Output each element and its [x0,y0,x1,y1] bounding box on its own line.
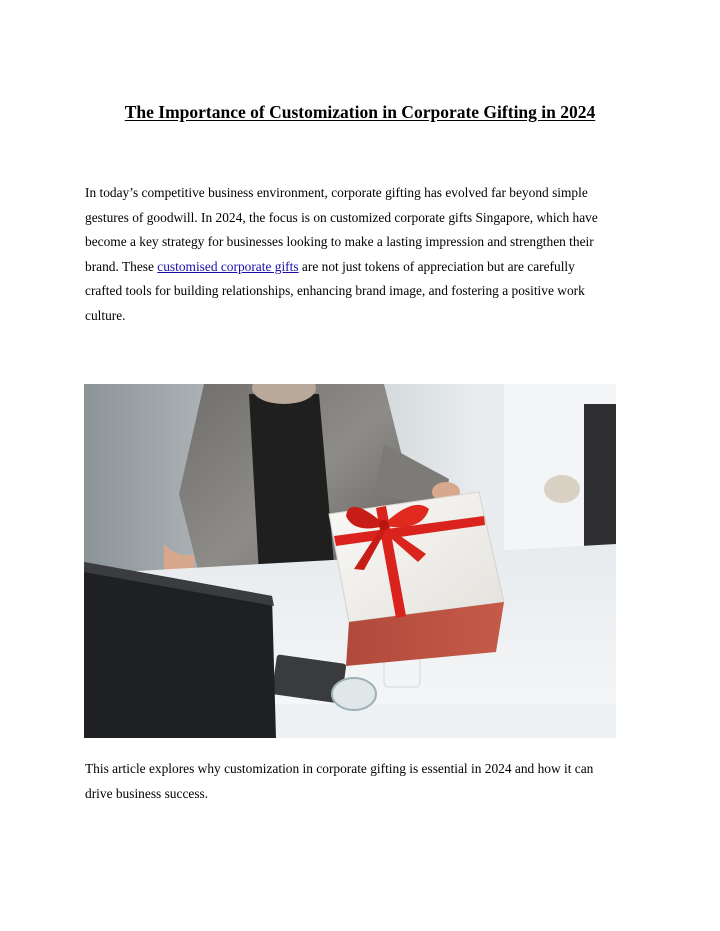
chair-back [584,404,616,554]
outro-line-1: This article explores why customization in corporate gifting is essential in 2024 and how it can [85,761,594,776]
page-title: The Importance of Customization in Corporate Gifting in 2024 [124,102,596,122]
intro-paragraph [85,181,645,328]
intro-line-4-end: are not just tokens of appreciation but are carefully [298,258,575,274]
intro-line-3: become a key strategy for businesses looking to make a lasting impression and strengthen their [85,234,594,249]
wall-plant [544,475,580,503]
intro-line-5: crafted tools for building relationships, enhancing brand image, and fostering a positive work [85,283,585,298]
intro-line-1: In today’s competitive business environment, corporate gifting has evolved far beyond simple [85,185,588,200]
clock [332,678,376,710]
outro-paragraph [85,757,645,806]
intro-line-4-start: brand. These [85,258,158,274]
intro-line-4 [85,255,645,280]
intro-line-2: gestures of goodwill. In 2024, the focus is on customized corporate gifts Singapore, which have [85,209,598,225]
bow-knot [379,520,389,530]
dark-sweater [249,394,334,574]
intro-line-6: culture. [85,307,126,323]
customised-gifts-link[interactable]: customised corporate gifts [157,258,299,274]
outro-line-2: drive business success. [85,785,209,801]
gift-box-handover-photo [84,384,616,738]
